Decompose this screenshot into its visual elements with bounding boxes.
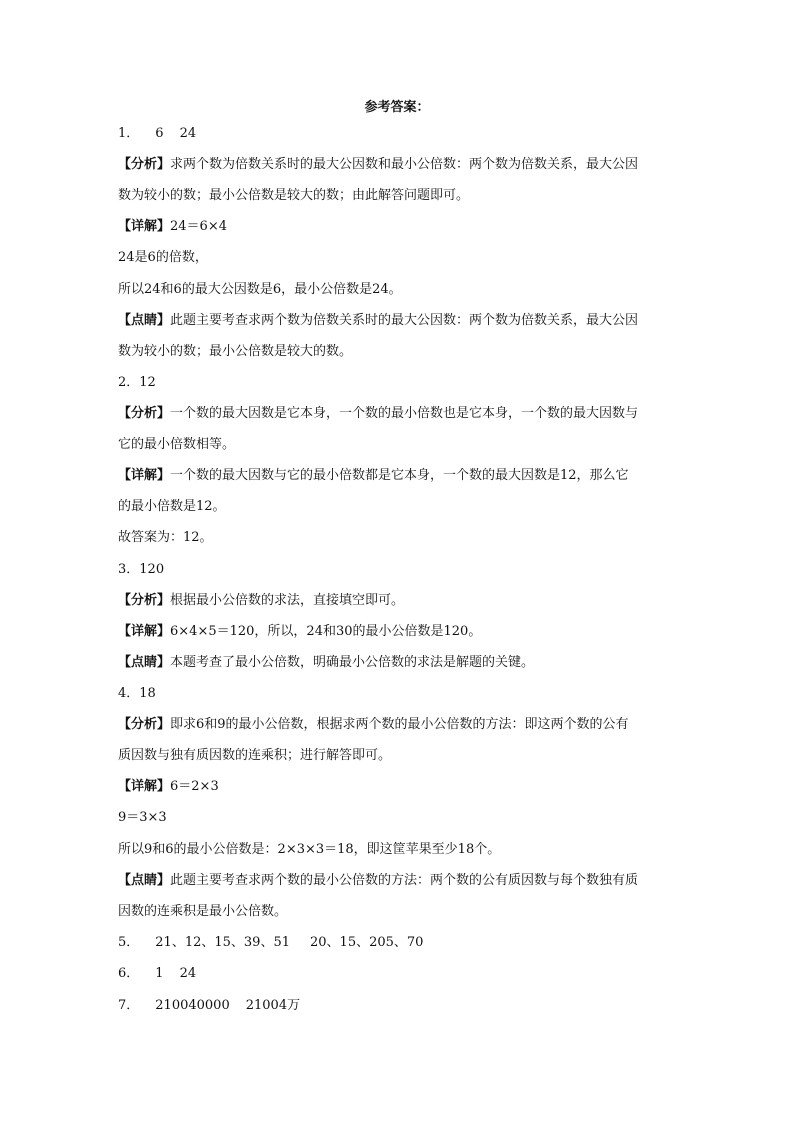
analysis-line (118, 155, 678, 175)
detail-text: 一个数的最大因数与它的最小倍数都是它本身，一个数的最大因数是12，那么它 (170, 468, 629, 483)
answer-3: 3．120 (118, 562, 165, 577)
analysis-text: 求两个数为倍数关系时的最大公因数和最小公倍数：两个数为倍数关系，最大公因 (170, 157, 639, 172)
detail-line (118, 217, 678, 237)
comment-line: 因数的连乘积是最小公倍数。 (118, 904, 288, 919)
analysis-text: 即求6和9的最小公倍数，根据求两个数的最小公倍数的方法：即这两个数的公有 (170, 717, 629, 732)
question-number: 1． (118, 126, 140, 141)
comment-tag: 【点睛】 (118, 313, 171, 328)
detail-line: 的最小倍数是12。 (118, 499, 226, 514)
detail-tag: 【详解】 (118, 624, 171, 639)
question-number: 5． (118, 935, 140, 950)
detail-line: 24是6的倍数， (118, 250, 208, 265)
detail-tag: 【详解】 (118, 468, 171, 483)
comment-tag: 【点睛】 (118, 655, 171, 670)
detail-text: 6＝2×3 (170, 779, 219, 794)
detail-line (118, 466, 678, 486)
analysis-tag: 【分析】 (118, 157, 171, 172)
analysis-text: 根据最小公倍数的求法，直接填空即可。 (170, 593, 405, 608)
detail-text: 6×4×5＝120，所以，24和30的最小公倍数是120。 (170, 624, 482, 639)
analysis-line: 质因数与独有质因数的连乘积；进行解答即可。 (118, 748, 392, 763)
analysis-line (118, 591, 678, 611)
detail-line: 所以24和6的最大公因数是6，最小公倍数是24。 (118, 282, 402, 297)
answer-2: 2．12 (118, 375, 156, 390)
answer-4: 4．18 (118, 686, 156, 701)
detail-line (118, 777, 678, 797)
analysis-line: 数为较小的数；最小公倍数是较大的数；由此解答问题即可。 (118, 188, 470, 203)
comment-text: 此题主要考查求两个数的最小公倍数的方法：两个数的公有质因数与每个数独有质 (170, 873, 639, 888)
comment-line (118, 871, 678, 891)
analysis-line: 它的最小倍数相等。 (118, 437, 236, 452)
detail-text: 24＝6×4 (170, 219, 227, 234)
analysis-tag: 【分析】 (118, 406, 171, 421)
detail-tag: 【详解】 (118, 779, 171, 794)
comment-line: 数为较小的数；最小公倍数是较大的数。 (118, 344, 353, 359)
answer-value: 24 (179, 126, 197, 141)
detail-line (118, 622, 678, 642)
question-number: 6． (118, 966, 140, 981)
question-number: 7． (118, 998, 140, 1013)
detail-line: 所以9和6的最小公倍数是：2×3×3＝18，即这筐苹果至少18个。 (118, 842, 501, 857)
comment-text: 此题主要考查求两个数为倍数关系时的最大公因数：两个数为倍数关系，最大公因 (170, 313, 639, 328)
detail-line: 9＝3×3 (118, 810, 167, 825)
answer-value: 21004万 (245, 998, 301, 1013)
answer-value: 21、12、15、39、51 (155, 935, 290, 950)
answer-5 (118, 933, 678, 953)
analysis-text: 一个数的最大因数是它本身，一个数的最小倍数也是它本身，一个数的最大因数与 (170, 406, 639, 421)
answer-6 (118, 964, 678, 984)
answer-1 (118, 124, 678, 144)
analysis-tag: 【分析】 (118, 593, 171, 608)
answer-value: 1 (155, 966, 164, 981)
comment-text: 本题考查了最小公倍数，明确最小公倍数的求法是解题的关键。 (170, 655, 535, 670)
answer-value: 210040000 (155, 998, 230, 1013)
answer-value: 20、15、205、70 (310, 935, 424, 950)
comment-tag: 【点睛】 (118, 873, 171, 888)
conclusion-line: 故答案为：12。 (118, 530, 213, 545)
page-title: 参考答案： (364, 100, 430, 115)
comment-line (118, 653, 678, 673)
answer-value: 6 (155, 126, 164, 141)
detail-tag: 【详解】 (118, 219, 171, 234)
analysis-tag: 【分析】 (118, 717, 171, 732)
answer-value: 24 (179, 966, 197, 981)
analysis-line (118, 715, 678, 735)
analysis-line (118, 404, 678, 424)
comment-line (118, 311, 678, 331)
answer-7 (118, 996, 678, 1016)
